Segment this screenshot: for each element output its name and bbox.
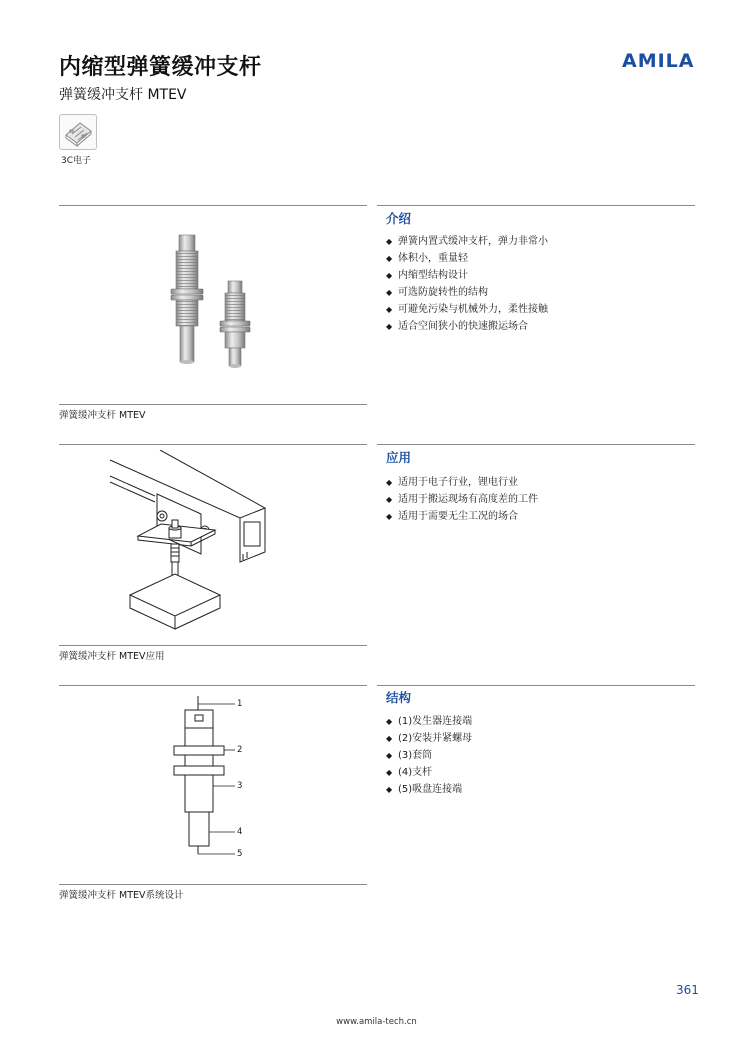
- list-item: ◆ 适合空间狭小的快速搬运场合: [386, 318, 548, 335]
- list-item: ◆ 弹簧内置式缓冲支杆，弹力非常小: [386, 233, 548, 250]
- application-drawing: [105, 450, 280, 632]
- figure-caption: 弹簧缓冲支杆 MTEV应用: [59, 651, 165, 662]
- page-title: 内缩型弹簧缓冲支杆: [59, 55, 262, 80]
- application-list: [386, 474, 538, 525]
- divider: [377, 205, 695, 206]
- callout-label: 4: [237, 827, 243, 837]
- callout-label: 3: [237, 781, 243, 791]
- divider: [59, 444, 367, 445]
- divider: [59, 685, 367, 686]
- callout-label: 1: [237, 699, 243, 709]
- section-heading-application: 应用: [386, 450, 412, 465]
- intro-list: [386, 233, 548, 335]
- section-heading-intro: 介绍: [386, 211, 412, 226]
- divider: [59, 205, 367, 206]
- list-item: ◆ (3)套筒: [386, 747, 472, 764]
- list-item: ◆ 可选防旋转性的结构: [386, 284, 548, 301]
- list-item: ◆ (4)支杆: [386, 764, 472, 781]
- product-photo: [160, 228, 280, 388]
- page-subtitle: 弹簧缓冲支杆 MTEV: [59, 87, 187, 103]
- brand-logo: AMILA: [622, 50, 695, 72]
- footer-url: www.amila-tech.cn: [336, 1017, 417, 1027]
- list-item: ◆ (5)吸盘连接端: [386, 781, 472, 798]
- list-item: ◆ 体积小，重量轻: [386, 250, 548, 267]
- list-item: ◆ 适用于需要无尘工况的场合: [386, 508, 538, 525]
- structure-list: [386, 713, 472, 798]
- divider: [59, 645, 367, 646]
- figure-caption: 弹簧缓冲支杆 MTEV系统设计: [59, 890, 184, 901]
- list-item: ◆ 内缩型结构设计: [386, 267, 548, 284]
- circuit-board-icon: [60, 115, 96, 149]
- callout-label: 2: [237, 745, 243, 755]
- divider: [59, 884, 367, 885]
- callout-label: 5: [237, 849, 243, 859]
- divider: [59, 404, 367, 405]
- page-number: 361: [676, 983, 699, 997]
- list-item: ◆ (2)安装并紧螺母: [386, 730, 472, 747]
- divider: [377, 444, 695, 445]
- industry-badge: [59, 114, 97, 150]
- figure-caption: 弹簧缓冲支杆 MTEV: [59, 410, 146, 421]
- divider: [377, 685, 695, 686]
- list-item: ◆ 可避免污染与机械外力，柔性接触: [386, 301, 548, 318]
- section-heading-structure: 结构: [386, 690, 412, 705]
- list-item: ◆ (1)发生器连接端: [386, 713, 472, 730]
- badge-label: 3C电子: [61, 156, 92, 166]
- list-item: ◆ 适用于搬运现场有高度差的工件: [386, 491, 538, 508]
- list-item: ◆ 适用于电子行业，锂电行业: [386, 474, 538, 491]
- structure-diagram: [165, 696, 265, 866]
